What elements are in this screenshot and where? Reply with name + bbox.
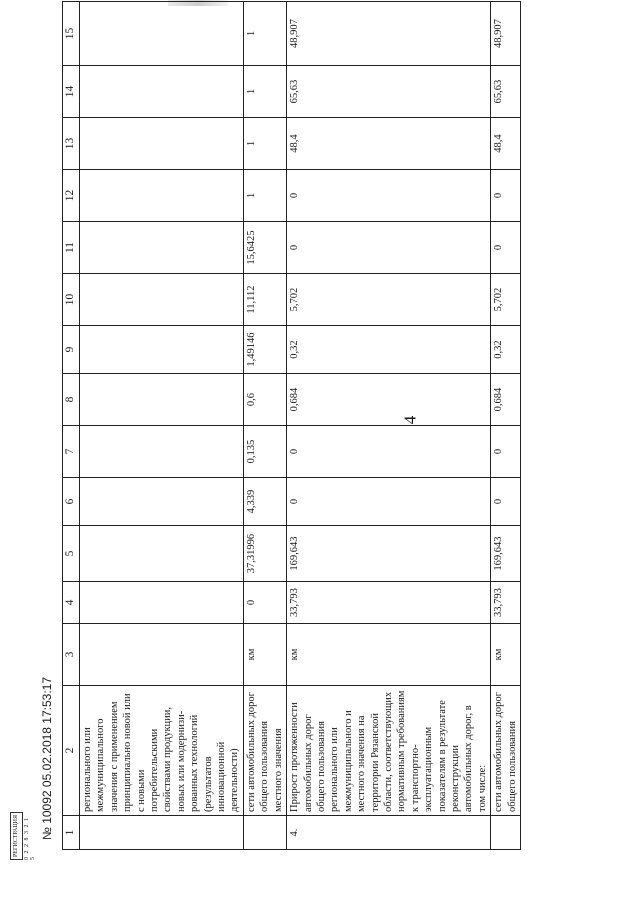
table-cell-col-10: 5,702 xyxy=(491,274,521,326)
table-cell-col-6: 0 xyxy=(491,478,521,526)
table-cell-col-9: 0,32 xyxy=(287,326,491,374)
table-cell-col-11: 0 xyxy=(491,222,521,274)
table-cell-col-2: сети автомобильных дорог общего пользования местного значения xyxy=(243,686,286,816)
header-cell: 6 xyxy=(63,478,80,526)
table-cell-col-1 xyxy=(80,816,244,850)
table-cell-col-12 xyxy=(80,170,244,222)
table-cell-col-11: 15,6425 xyxy=(243,222,286,274)
table-cell-col-8: 0,6 xyxy=(243,374,286,426)
table-cell-col-15: 48,907 xyxy=(287,2,491,66)
header-cell: 9 xyxy=(63,326,80,374)
table-cell-col-10 xyxy=(80,274,244,326)
table-cell-col-6: 4,339 xyxy=(243,478,286,526)
page-number: 4 xyxy=(400,415,420,425)
table-cell-col-14: 1 xyxy=(243,66,286,118)
table-cell-col-3: км xyxy=(287,624,491,686)
table-cell-col-12: 1 xyxy=(243,170,286,222)
table-cell-col-13 xyxy=(80,118,244,170)
header-cell: 2 xyxy=(63,686,80,816)
table-cell-col-15: 1 xyxy=(243,2,286,66)
table-row xyxy=(80,2,244,850)
table-row xyxy=(243,2,286,850)
header-cell: 7 xyxy=(63,426,80,478)
table-cell-col-5 xyxy=(80,526,244,582)
table-cell-col-7 xyxy=(80,426,244,478)
registration-number: № 10092 05.02.2018 17:53:17 xyxy=(40,676,54,840)
header-row xyxy=(63,2,80,850)
header-cell: 12 xyxy=(63,170,80,222)
table-cell-col-15 xyxy=(80,2,244,66)
table-cell-col-1 xyxy=(491,816,521,850)
header-cell: 10 xyxy=(63,274,80,326)
table-row xyxy=(491,2,521,850)
table-cell-col-11: 0 xyxy=(287,222,491,274)
table-cell-col-8 xyxy=(80,374,244,426)
table-cell-col-1 xyxy=(243,816,286,850)
table-cell-col-2: сети автомобильных дорог общего пользования xyxy=(491,686,521,816)
table-cell-col-13: 1 xyxy=(243,118,286,170)
table-cell-col-3: км xyxy=(491,624,521,686)
table-cell-col-8: 0,684 xyxy=(287,374,491,426)
header-cell: 13 xyxy=(63,118,80,170)
table-cell-col-9: 0,32 xyxy=(491,326,521,374)
header-cell: 1 xyxy=(63,816,80,850)
table-cell-col-3 xyxy=(80,624,244,686)
table-cell-col-12: 0 xyxy=(491,170,521,222)
header-cell: 14 xyxy=(63,66,80,118)
table-cell-col-15: 48,907 xyxy=(491,2,521,66)
table-cell-col-6 xyxy=(80,478,244,526)
table-cell-col-5: 169,643 xyxy=(491,526,521,582)
table-cell-col-4: 33,793 xyxy=(491,582,521,624)
table-cell-col-2: Прирост протяженности автомобильных дорог общего пользования регионального или межмуниципального и местного значения на территории Рязанской области, соответствующих нормативным требованиям к транспортно-эксплуатационным показателям в результате реконструкции автомобильных дорог, в том числе: xyxy=(287,686,491,816)
data-table xyxy=(62,1,521,850)
header-cell: 15 xyxy=(63,2,80,66)
stamp-code: 0 2 2 8 3 2 1 5 xyxy=(24,817,36,860)
table-cell-col-14: 65,63 xyxy=(287,66,491,118)
table-cell-col-4: 33,793 xyxy=(287,582,491,624)
table-cell-col-9 xyxy=(80,326,244,374)
table-cell-col-11 xyxy=(80,222,244,274)
table-cell-col-4: 0 xyxy=(243,582,286,624)
table-cell-col-12: 0 xyxy=(287,170,491,222)
header-cell: 11 xyxy=(63,222,80,274)
registration-stamp xyxy=(10,812,44,860)
table-cell-col-14 xyxy=(80,66,244,118)
table-cell-col-13: 48,4 xyxy=(287,118,491,170)
table-cell-col-1: 4. xyxy=(287,816,491,850)
table-cell-col-7: 0 xyxy=(287,426,491,478)
table-row xyxy=(287,2,491,850)
rotated-table-sheet xyxy=(62,19,600,850)
header-cell: 5 xyxy=(63,526,80,582)
table-cell-col-5: 37,31996 xyxy=(243,526,286,582)
header-cell: 3 xyxy=(63,624,80,686)
table-cell-col-8: 0,684 xyxy=(491,374,521,426)
table-cell-col-10: 11,112 xyxy=(243,274,286,326)
header-cell: 4 xyxy=(63,582,80,624)
table-cell-col-6: 0 xyxy=(287,478,491,526)
table-cell-col-3: км xyxy=(243,624,286,686)
table-cell-col-13: 48,4 xyxy=(491,118,521,170)
table-cell-col-4 xyxy=(80,582,244,624)
table-cell-col-5: 169,643 xyxy=(287,526,491,582)
stamp-label: РЕГИСТРАЦИЯ xyxy=(10,812,23,860)
header-cell: 8 xyxy=(63,374,80,426)
table-cell-col-14: 65,63 xyxy=(491,66,521,118)
table-cell-col-7: 0 xyxy=(491,426,521,478)
table-cell-col-9: 1,49146 xyxy=(243,326,286,374)
table-cell-col-10: 5,702 xyxy=(287,274,491,326)
table-cell-col-7: 0,135 xyxy=(243,426,286,478)
table-cell-col-2: регионального или межмуниципального значения с применением принципиально новой или с новыми потребительскими свойствами продукции, новых или модернизи-рованных технологий (результатов инновационной деятельности) xyxy=(80,686,244,816)
